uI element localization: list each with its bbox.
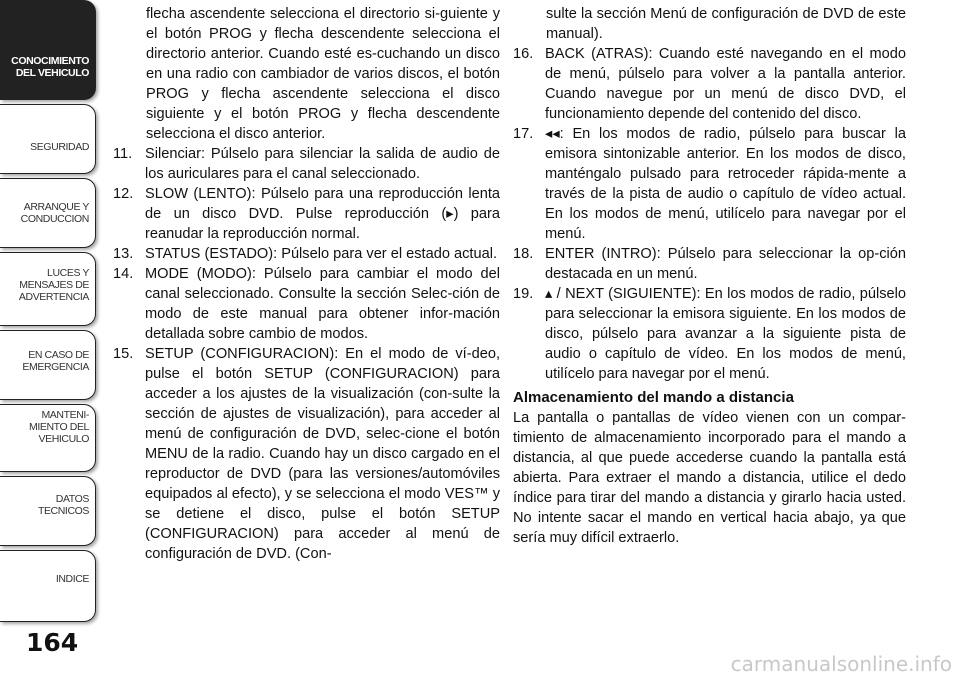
list-item: [113, 144, 500, 184]
body-paragraph: La pantalla o pantallas de vídeo vienen con un compar-timiento de almacenamiento incorporado para el mando a distancia, al que puede accederse cuando la pantalla está abierta. Para extraer el mando a distancia, utilice el dedo índice para tirar del mando a distancia y girarlo hacia usted. No intente sacar el mando en vertical hacia abajo, ya que sería muy difícil extraerlo.: [513, 410, 906, 546]
item-number: 13.: [113, 246, 134, 262]
item-text: BACK (ATRAS): Cuando esté navegando en el modo de menú, púlselo para volver a la pantalla anterior. Cuando navegue por un menú de disco DVD, el funcionamiento depende del contenido del disco.: [545, 46, 906, 122]
list-item: [113, 344, 500, 564]
list-item: [113, 264, 500, 344]
tab-arranque-y-conduccion[interactable]: [0, 178, 96, 248]
tab-en-caso-de-emergencia[interactable]: [0, 330, 96, 400]
tab-label: LUCES Y MENSAJES DE ADVERTENCIA: [18, 267, 89, 303]
tab-indice[interactable]: [0, 550, 96, 622]
item-text: STATUS (ESTADO): Púlselo para ver el estado actual.: [145, 246, 498, 262]
tab-seguridad[interactable]: [0, 104, 96, 174]
list-item: [513, 124, 906, 244]
list-item: [113, 244, 500, 264]
tab-label: INDICE: [55, 573, 89, 585]
item-text: ▴ / NEXT (SIGUIENTE): En los modos de radio, púlselo para seleccionar la emisora siguiente. En los modos de disco, púlselo para avanzar a la siguiente pista de audio o capítulo de vídeo. En los modos de menú, utilícelo para navegar por el menú.: [545, 286, 906, 382]
list-item: [513, 244, 906, 284]
continued-paragraph: sulte la sección Menú de configuración de DVD de este manual).: [546, 6, 906, 42]
item-number: 14.: [113, 266, 134, 282]
item-text: Silenciar: Púlselo para silenciar la salida de audio de los auriculares para el canal seleccionado.: [145, 146, 500, 182]
continued-paragraph: flecha ascendente selecciona el directorio si-guiente y el botón PROG y flecha descendente selecciona el directorio anterior. Cuando esté es-cuchando un disco en una radio con cambiador de varios discos, el botón PROG y flecha ascendente selecciona el disco siguiente y el botón PROG y flecha descendente selecciona el disco anterior.: [146, 6, 500, 142]
tab-conocimiento-del-vehiculo[interactable]: [0, 0, 96, 100]
item-number: 18.: [513, 246, 534, 262]
tab-label: MANTENI- MIENTO DEL VEHICULO: [29, 409, 89, 445]
item-number: 16.: [513, 46, 534, 62]
item-text: ◂◂: En los modos de radio, púlselo para buscar la emisora sintonizable anterior. En los modos de disco, manténgalo pulsado para retroceder rápida-mente a través de la pista de audio o capítulo de vídeo actual. En los modos de menú, utilícelo para navegar por el menú.: [545, 126, 906, 242]
section-heading: Almacenamiento del mando a distancia: [513, 389, 794, 406]
list-item: [513, 284, 906, 384]
item-text: SLOW (LENTO): Púlselo para una reproducción lenta de un disco DVD. Pulse reproducción (▸) para reanudar la reproducción normal.: [145, 186, 500, 242]
tab-label: EN CASO DE EMERGENCIA: [22, 349, 89, 373]
tab-luces-y-mensajes[interactable]: [0, 252, 96, 326]
item-number: 12.: [113, 186, 134, 202]
tab-label: SEGURIDAD: [30, 141, 89, 153]
right-column: [513, 4, 906, 548]
watermark: carmanualsonline.info: [730, 652, 952, 676]
item-number: 15.: [113, 346, 134, 362]
page-number: 164: [26, 628, 79, 657]
tab-mantenimiento[interactable]: [0, 404, 96, 472]
tab-label: ARRANQUE Y CONDUCCION: [20, 201, 89, 225]
left-column: [113, 4, 500, 564]
tab-label: CONOCIMIENTO DEL VEHICULO: [11, 55, 89, 79]
section-sidebar: [0, 0, 98, 630]
item-text: ENTER (INTRO): Púlselo para seleccionar la op-ción destacada en un menú.: [545, 246, 906, 282]
list-item: [513, 44, 906, 124]
item-number: 19.: [513, 286, 534, 302]
tab-datos-tecnicos[interactable]: [0, 476, 96, 546]
item-number: 17.: [513, 126, 534, 142]
item-text: MODE (MODO): Púlselo para cambiar el modo del canal seleccionado. Consulte la sección Selec-ción de modo de este manual para obtener infor-mación detallada sobre cambio de modos.: [145, 266, 500, 342]
item-text: SETUP (CONFIGURACION): En el modo de ví-deo, pulse el botón SETUP (CONFIGURACION) para acceder a los ajustes de la visualización (con-sulte la sección de ajustes de visualización), para acceder al menú de configuración de DVD, selec-cione el botón MENU de la radio. Cuando hay un disco cargado en el reproductor de DVD (para las versiones/automóviles equipados al efecto), y se selecciona el modo VES™ y se detiene el disco, pulse el botón SETUP (CONFIGURACION) para acceder al menú de configuración de DVD. (Con-: [145, 346, 500, 562]
tab-label: DATOS TECNICOS: [37, 493, 89, 517]
list-item: [113, 184, 500, 244]
item-number: 11.: [113, 146, 133, 162]
